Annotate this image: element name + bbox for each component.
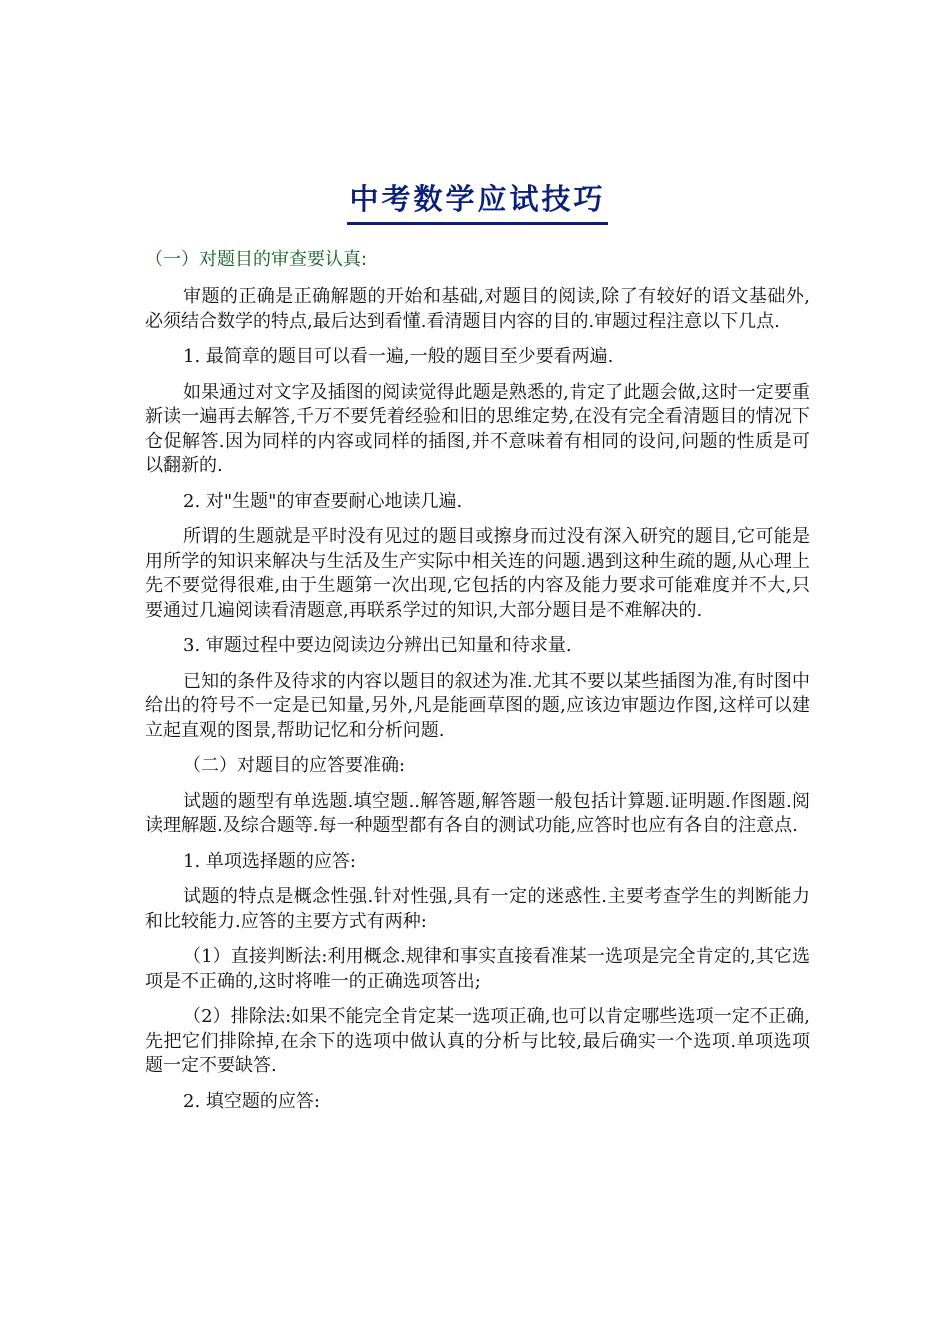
- numbered-point: 2. 填空题的应答:: [183, 1090, 320, 1112]
- paragraph: 已知的条件及待求的内容以题目的叙述为准.尤其不要以某些插图为准,有时图中给出的符号不一定是已知量,另外,凡是能画草图的题,应该边审题边作图,这样可以建立起直观的图景,帮助记忆和分析问题.: [145, 670, 810, 741]
- title-container: [145, 180, 810, 225]
- numbered-point: 1. 单项选择题的应答:: [183, 850, 356, 872]
- paragraph: 如果通过对文字及插图的阅读觉得此题是熟悉的,肯定了此题会做,这时一定要重新读一遍再去解答,千万不要凭着经验和旧的思维定势,在没有完全看清题目的情况下仓促解答.因为同样的内容或同样的插图,并不意味着有相同的设问,问题的性质是可以翻新的.: [145, 381, 810, 476]
- paragraph: 审题的正确是正确解题的开始和基础,对题目的阅读,除了有较好的语文基础外,必须结合数学的特点,最后达到看懂.看清题目内容的目的.审题过程注意以下几点.: [145, 286, 810, 332]
- document-page: [145, 180, 810, 1125]
- numbered-point: 1. 最简章的题目可以看一遍,一般的题目至少要看两遍.: [183, 346, 614, 367]
- section-heading-2: （二）对题目的应答要准确:: [183, 755, 406, 776]
- paragraph: 试题的特点是概念性强.针对性强,具有一定的迷惑性.主要考查学生的判断能力和比较能力.应答的主要方式有两种:: [145, 886, 810, 932]
- numbered-point: 2. 对"生题"的审查要耐心地读几遍.: [183, 490, 463, 512]
- method-paragraph: （2）排除法:如果不能完全肯定某一选项正确,也可以肯定哪些选项一定不正确,先把它们排除掉,在余下的选项中做认真的分析与比较,最后确实一个选项.单项选项题一定不要缺答.: [145, 1006, 810, 1076]
- section-heading-1: （一）对题目的审查要认真:: [145, 249, 368, 270]
- method-paragraph: （1）直接判断法:利用概念.规律和事实直接看准某一选项是完全肯定的,其它选项是不正确的,这时将唯一的正确选项答出;: [145, 946, 810, 992]
- page-title: 中考数学应试技巧: [347, 180, 607, 225]
- paragraph: 试题的题型有单选题.填空题..解答题,解答题一般包括计算题.证明题.作图题.阅读理解题.及综合题等.每一种题型都有各自的测试功能,应答时也应有各自的注意点.: [145, 790, 810, 836]
- numbered-point: 3. 审题过程中要边阅读边分辨出已知量和待求量.: [183, 635, 572, 656]
- paragraph: 所谓的生题就是平时没有见过的题目或擦身而过没有深入研究的题目,它可能是用所学的知识来解决与生活及生产实际中相关连的问题.遇到这种生疏的题,从心理上先不要觉得很难,由于生题第一次出现,它包括的内容及能力要求可能难度并不大,只要通过几遍阅读看清题意,再联系学过的知识,大部分题目是不难解决的.: [145, 526, 810, 621]
